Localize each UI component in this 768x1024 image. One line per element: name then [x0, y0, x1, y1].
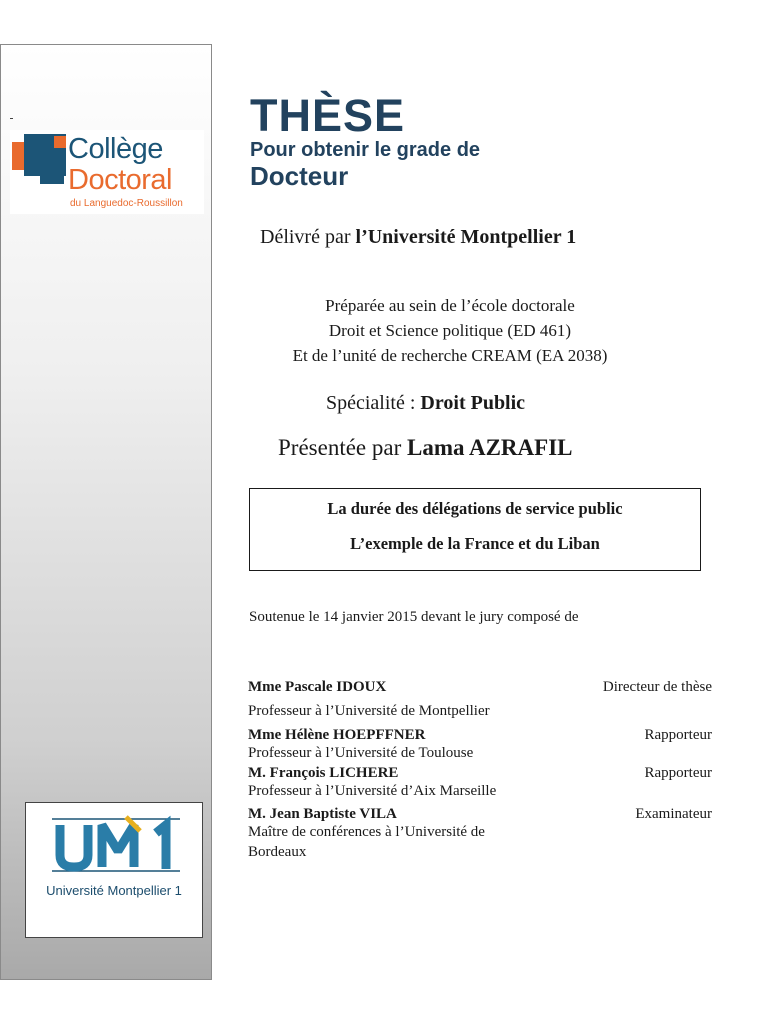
delivered-by-university: l’Université Montpellier 1 — [355, 226, 577, 248]
jury-member-role: Rapporteur — [644, 765, 712, 781]
um1-logo-caption: Université Montpellier 1 — [46, 883, 182, 898]
jury-member-name: M. François LICHERE — [248, 765, 399, 781]
prepared-line: Droit et Science politique (ED 461) — [328, 321, 572, 340]
college-logo-line2: Doctoral — [68, 164, 172, 196]
jury-member-role: Examinateur — [635, 806, 712, 822]
um1-logo — [25, 802, 203, 938]
prepared-line: Préparée au sein de l’école doctorale — [325, 296, 575, 315]
thesis-degree: Docteur — [250, 161, 349, 191]
jury-member-desc: Bordeaux — [248, 844, 307, 860]
delivered-by-prefix: Délivré par — [260, 226, 356, 248]
college-logo-line3: du Languedoc-Roussillon — [70, 198, 183, 209]
speciality-prefix: Spécialité : — [326, 392, 421, 414]
logo-square-orange-small — [54, 136, 66, 148]
um1-mark-icon — [46, 813, 186, 879]
delivered-by — [260, 226, 576, 249]
thesis-subheading: Pour obtenir le grade de — [250, 139, 481, 161]
prepared-line: Et de l’unité de recherche CREAM (EA 2038) — [292, 346, 608, 365]
speciality — [326, 392, 525, 415]
decorative-tick — [10, 118, 13, 119]
jury-member-name: M. Jean Baptiste VILA — [248, 806, 397, 822]
college-logo-line1: Collège — [68, 133, 163, 165]
jury-member-desc: Professeur à l’Université de Montpellier — [248, 703, 490, 719]
thesis-topic-box — [249, 488, 701, 571]
defense-statement: Soutenue le 14 janvier 2015 devant le jury composé de — [249, 609, 579, 625]
presented-by — [278, 435, 573, 461]
author-name: Lama AZRAFIL — [407, 435, 573, 460]
presented-prefix: Présentée par — [278, 435, 407, 460]
jury-member-desc: Professeur à l’Université d’Aix Marseille — [248, 783, 497, 799]
thesis-title-block — [250, 90, 660, 195]
thesis-heading: THÈSE — [250, 90, 406, 141]
jury-member-name: Mme Pascale IDOUX — [248, 679, 387, 695]
jury-member-desc: Maître de conférences à l’Université de — [248, 824, 485, 840]
topic-line1: La durée des délégations de service public — [327, 499, 623, 518]
jury-member-desc: Professeur à l’Université de Toulouse — [248, 745, 474, 761]
speciality-value: Droit Public — [420, 392, 526, 414]
college-doctoral-logo — [10, 130, 204, 214]
jury-member-role: Rapporteur — [644, 727, 712, 743]
jury-member-role: Directeur de thèse — [602, 679, 712, 695]
logo-square-blue-small — [40, 162, 64, 184]
jury-member-name: Mme Hélène HOEPFFNER — [248, 727, 426, 743]
topic-line2: L’exemple de la France et du Liban — [350, 534, 600, 553]
